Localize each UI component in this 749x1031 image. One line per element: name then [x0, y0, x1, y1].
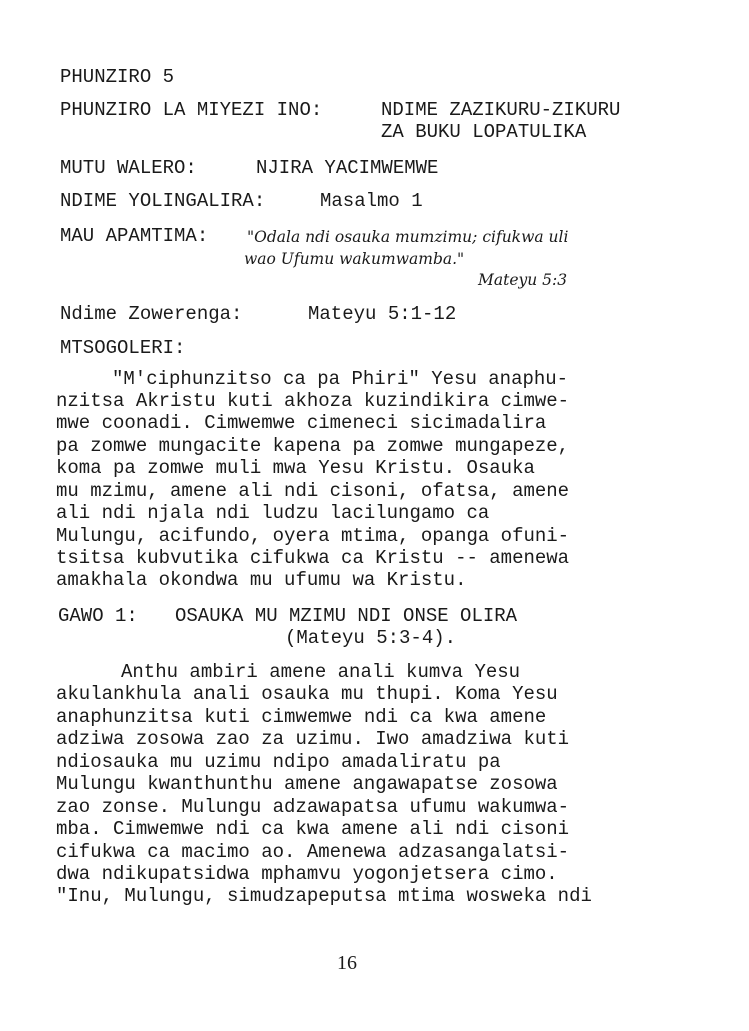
intro-line: "M'ciphunzitso ca pa Phiri" Yesu anaphu- [112, 368, 569, 390]
intro-line: tsitsa kubvutika cifukwa ca Kristu -- amenewa [56, 547, 570, 569]
body-line: anaphunzitsa kuti cimwemwe ndi ca kwa amene [56, 706, 547, 728]
body-line: Anthu ambiri amene anali kumva Yesu [121, 661, 521, 683]
body-line: Mulungu kwanthunthu amene angawapatse zosowa [56, 773, 558, 795]
theme-label: PHUNZIRO LA MIYEZI INO: [60, 99, 323, 121]
body-line: akulankhula anali osauka mu thupi. Koma Yesu [56, 683, 558, 705]
memory-verse-label: MAU APAMTIMA: [60, 225, 209, 247]
intro-line: ali ndi njala ndi ludzu lacilungamo ca [56, 502, 490, 524]
theme-line-2: ZA BUKU LOPATULIKA [381, 121, 587, 143]
intro-line: nzitsa Akristu kuti akhoza kuzindikira cimwe- [56, 390, 570, 412]
memory-verse-line-2: wao Ufumu wakumwamba." [244, 250, 465, 268]
intro-line: koma pa zomwe muli mwa Yesu Kristu. Osauka [56, 457, 535, 479]
intro-line: amakhala okondwa mu ufumu wa Kristu. [56, 569, 467, 591]
lesson-title: PHUNZIRO 5 [60, 66, 175, 88]
intro-label: MTSOGOLERI: [60, 337, 186, 359]
memory-verse-ref: Mateyu 5:3 [478, 271, 568, 289]
memory-verse-line-1: "Odala ndi osauka mumzimu; cifukwa uli [247, 228, 569, 246]
study-text-value: Mateyu 5:1-12 [308, 303, 457, 325]
section-ref: (Mateyu 5:3-4). [285, 627, 457, 649]
body-line: cifukwa ca macimo ao. Amenewa adzasangalatsi- [56, 841, 570, 863]
section-label: GAWO 1: [58, 605, 138, 627]
intro-line: Mulungu, acifundo, oyera mtima, opanga ofuni- [56, 525, 570, 547]
theme-line-1: NDIME ZAZIKURU-ZIKURU [381, 99, 621, 121]
reading-value: Masalmo 1 [320, 190, 423, 212]
reading-label: NDIME YOLINGALIRA: [60, 190, 266, 212]
body-line: mba. Cimwemwe ndi ca kwa amene ali ndi cisoni [56, 818, 570, 840]
study-text-label: Ndime Zowerenga: [60, 303, 243, 325]
subject-label: MUTU WALERO: [60, 157, 197, 179]
page-number: 16 [337, 952, 357, 974]
section-title: OSAUKA MU MZIMU NDI ONSE OLIRA [175, 605, 518, 627]
intro-line: mu mzimu, amene ali ndi cisoni, ofatsa, amene [56, 480, 570, 502]
intro-line: pa zomwe mungacite kapena pa zomwe mungapeze, [56, 435, 570, 457]
body-line: zao zonse. Mulungu adzawapatsa ufumu wakumwa- [56, 796, 570, 818]
body-line: dwa ndikupatsidwa mphamvu yogonjetsera cimo. [56, 863, 558, 885]
body-line: "Inu, Mulungu, simudzapeputsa mtima wosweka ndi [56, 885, 592, 907]
body-line: adziwa zosowa zao za uzimu. Iwo amadziwa kuti [56, 728, 570, 750]
subject-value: NJIRA YACIMWEMWE [256, 157, 439, 179]
intro-line: mwe coonadi. Cimwemwe cimeneci sicimadalira [56, 412, 547, 434]
body-line: ndiosauka mu uzimu ndipo amadaliratu pa [56, 751, 501, 773]
